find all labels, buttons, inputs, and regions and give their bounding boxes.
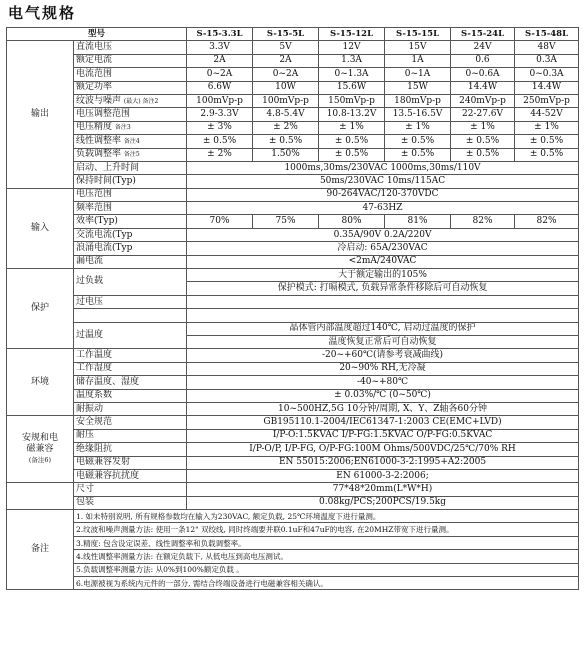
value-cell: ± 0.5%	[385, 148, 451, 161]
row-label	[74, 309, 187, 322]
value-cell: I/P-O:1.5KVAC I/P-FG:1.5KVAC O/P-FG:0.5KVAC	[187, 429, 579, 442]
input-row	[7, 202, 579, 215]
value-cell: GB195110.1-2004/IEC61347-1:2003 CE(EMC+LVD)	[187, 416, 579, 429]
note-row	[7, 523, 579, 536]
safety-row	[7, 429, 579, 442]
row-label	[74, 483, 187, 496]
value-cell: EN 61000-3-2:2006;	[187, 469, 579, 482]
output-row	[7, 121, 579, 134]
row-label	[74, 121, 187, 134]
page-title: 电气规格	[8, 4, 77, 22]
row-label-text: 纹波与噪声	[76, 95, 122, 106]
value-cell: 3.3V	[187, 41, 253, 54]
protection-row	[7, 295, 579, 308]
row-label	[74, 175, 187, 188]
value-cell: <2mA/240VAC	[187, 255, 579, 268]
row-label	[74, 41, 187, 54]
value-cell: 44-52V	[515, 108, 579, 121]
value-cell: ± 0.5%	[187, 135, 253, 148]
value-cell: 10.8-13.2V	[319, 108, 385, 121]
row-label-text: 工作温度	[76, 350, 113, 361]
other-row	[7, 483, 579, 496]
row-label-text: 耐振动	[76, 403, 104, 414]
note-row	[7, 510, 579, 523]
row-label-text: 安全规范	[76, 417, 113, 428]
row-label-text: 过电压	[76, 296, 104, 307]
row-label-text: 交流电流(Typ	[76, 229, 133, 240]
row-label	[74, 402, 187, 415]
safety-row	[7, 443, 579, 456]
row-label-text: 额定功率	[76, 82, 113, 93]
value-cell: 1.3A	[319, 54, 385, 67]
row-label	[74, 295, 187, 308]
note-text: 1. 如未特别说明, 所有规格参数均在输入为230VAC, 额定负载, 25℃环境温度下进行量测。	[74, 510, 579, 523]
value-cell: 100mVp-p	[253, 94, 319, 107]
value-cell: 5V	[253, 41, 319, 54]
row-label-text: 电流范围	[76, 68, 113, 79]
group-notes: 备注	[7, 510, 74, 590]
model-name: S-15-12L	[319, 28, 385, 41]
row-note: 备注4	[123, 137, 140, 145]
value-cell: 2A	[187, 54, 253, 67]
row-label	[74, 349, 187, 362]
value-cell: -40~+80℃	[187, 376, 579, 389]
row-label	[74, 81, 187, 94]
value-cell: 48V	[515, 41, 579, 54]
note-text: 5.负载调整率测量方法: 从0%到100%额定负载 。	[74, 563, 579, 576]
input-row	[7, 228, 579, 241]
output-row	[7, 175, 579, 188]
row-label	[74, 362, 187, 375]
model-name: S-15-5L	[253, 28, 319, 41]
note-row	[7, 577, 579, 590]
value-cell: I/P-O/P, I/P-FG, O/P-FG:100M Ohms/500VDC/25℃/70% RH	[187, 443, 579, 456]
value-cell: 150mVp-p	[319, 94, 385, 107]
environment-row	[7, 362, 579, 375]
output-row	[7, 161, 579, 174]
value-cell: 90-264VAC/120-370VDC	[187, 188, 579, 201]
output-row	[7, 135, 579, 148]
group-environment: 环境	[7, 349, 74, 416]
model-name: S-15-48L	[515, 28, 579, 41]
row-label-text: 过温度	[76, 329, 104, 340]
value-cell: 24V	[451, 41, 515, 54]
model-name: S-15-24L	[451, 28, 515, 41]
row-label-text: 温度系数	[76, 390, 113, 401]
row-label-text: 负载调整率	[76, 149, 122, 160]
input-row	[7, 255, 579, 268]
group-input: 输入	[7, 188, 74, 268]
row-label	[74, 469, 187, 482]
value-cell: 0~2A	[187, 68, 253, 81]
value-cell: ± 0.5%	[515, 135, 579, 148]
value-cell: ± 0.5%	[451, 135, 515, 148]
value-cell: EN 55015:2006;EN61000-3-2:1995+A2:2005	[187, 456, 579, 469]
value-cell: 1.50%	[253, 148, 319, 161]
value-cell: 10W	[253, 81, 319, 94]
value-cell: 20~90% RH,无冷凝	[187, 362, 579, 375]
row-label-text: 工作湿度	[76, 363, 113, 374]
value-cell: ± 1%	[451, 121, 515, 134]
row-label-text: 电压调整范围	[76, 109, 131, 120]
value-cell: 0.08kg/PCS;200PCS/19.5kg	[187, 496, 579, 509]
output-row	[7, 94, 579, 107]
group-safety-note: (备注6)	[28, 455, 52, 464]
row-label-text: 电磁兼容抗扰度	[76, 470, 140, 481]
group-other	[7, 483, 74, 510]
input-row	[7, 215, 579, 228]
row-label-text: 频率范围	[76, 202, 113, 213]
value-cell: 47-63HZ	[187, 202, 579, 215]
protection-row	[7, 322, 579, 335]
row-label-text: 尺寸	[76, 483, 95, 494]
other-row	[7, 496, 579, 509]
input-row	[7, 188, 579, 201]
value-cell: 15V	[385, 41, 451, 54]
value-cell: 77*48*20mm(L*W*H)	[187, 483, 579, 496]
note-row	[7, 550, 579, 563]
row-label-text: 额定电流	[76, 55, 113, 66]
output-row	[7, 41, 579, 54]
environment-row	[7, 389, 579, 402]
value-cell: 15W	[385, 81, 451, 94]
value-cell: 冷启动: 65A/230VAC	[187, 242, 579, 255]
protection-row	[7, 269, 579, 282]
row-label-text: 耐压	[76, 430, 95, 441]
value-cell: 240mVp-p	[451, 94, 515, 107]
row-label	[74, 54, 187, 67]
row-label-text: 效率(Typ)	[76, 216, 118, 227]
value-cell: 保护模式: 打嗝模式, 负载异常条件移除后可自动恢复	[187, 282, 579, 295]
value-cell: 82%	[451, 215, 515, 228]
value-cell: ± 0.5%	[319, 148, 385, 161]
row-label	[74, 429, 187, 442]
model-name: S-15-3.3L	[187, 28, 253, 41]
note-text: 3.精度: 包含设定误差、线性调整率和负载调整率。	[74, 536, 579, 549]
value-cell: 0~0.3A	[515, 68, 579, 81]
value-cell: 0.6	[451, 54, 515, 67]
value-cell: -20~+60℃(请参考衰减曲线)	[187, 349, 579, 362]
row-label-text: 绝缘阻抗	[76, 443, 113, 454]
row-label-text: 启动、上升时间	[76, 162, 140, 173]
value-cell: 12V	[319, 41, 385, 54]
group-output: 输出	[7, 41, 74, 188]
value-cell: 1A	[385, 54, 451, 67]
value-cell: 13.5-16.5V	[385, 108, 451, 121]
output-row	[7, 108, 579, 121]
value-cell: ± 0.03%/℃ (0~50℃)	[187, 389, 579, 402]
value-cell: 1000ms,30ms/230VAC 1000ms,30ms/110V	[187, 161, 579, 174]
group-safety-text: 安规和电	[21, 432, 58, 443]
row-label-text: 漏电流	[76, 256, 104, 267]
row-label-text: 保持时间(Typ)	[76, 175, 136, 186]
group-safety-text: 磁兼容	[26, 443, 54, 454]
value-cell: 100mVp-p	[187, 94, 253, 107]
value-cell: ± 2%	[253, 121, 319, 134]
row-label	[74, 496, 187, 509]
note-row	[7, 563, 579, 576]
row-label	[74, 135, 187, 148]
group-protection: 保护	[7, 269, 74, 349]
row-note: (最大) 备注2	[123, 97, 159, 105]
header-row	[7, 28, 579, 41]
row-label	[74, 322, 187, 349]
row-note: 备注5	[123, 151, 140, 159]
row-label-text: 包装	[76, 497, 95, 508]
value-cell: 50ms/230VAC 10ms/115AC	[187, 175, 579, 188]
value-cell: 14.4W	[451, 81, 515, 94]
spec-table	[6, 27, 579, 590]
safety-row	[7, 416, 579, 429]
output-row	[7, 148, 579, 161]
row-label	[74, 148, 187, 161]
value-cell: 250mVp-p	[515, 94, 579, 107]
value-cell: 大于额定输出的105%	[187, 269, 579, 282]
value-cell: 0.35A/90V 0.2A/220V	[187, 228, 579, 241]
value-cell	[187, 295, 579, 308]
value-cell: 10~500HZ,5G 10分钟/周期, X、Y、Z轴各60分钟	[187, 402, 579, 415]
row-label	[74, 242, 187, 255]
environment-row	[7, 349, 579, 362]
row-label	[74, 94, 187, 107]
note-text: 4.线性调整率测量方法: 在额定负载下, 从低电压到高电压测试。	[74, 550, 579, 563]
input-row	[7, 242, 579, 255]
value-cell: 15.6W	[319, 81, 385, 94]
group-safety	[7, 416, 74, 483]
row-label	[74, 443, 187, 456]
value-cell: ± 0.5%	[451, 148, 515, 161]
value-cell	[187, 309, 579, 322]
value-cell: 70%	[187, 215, 253, 228]
value-cell: 4.8-5.4V	[253, 108, 319, 121]
row-label-text: 电压精度	[76, 122, 113, 133]
note-row	[7, 536, 579, 549]
row-label	[74, 108, 187, 121]
protection-row	[7, 309, 579, 322]
value-cell: 0~0.6A	[451, 68, 515, 81]
value-cell: 80%	[319, 215, 385, 228]
row-label	[74, 376, 187, 389]
row-label	[74, 188, 187, 201]
safety-row	[7, 456, 579, 469]
value-cell: ± 1%	[319, 121, 385, 134]
environment-row	[7, 402, 579, 415]
row-note: 备注3	[114, 124, 131, 132]
value-cell: 75%	[253, 215, 319, 228]
value-cell: ± 1%	[385, 121, 451, 134]
value-cell: ± 3%	[187, 121, 253, 134]
note-text: 2.纹波和噪声测量方法: 使用一条12" 双绞线, 同时终端要并联0.1uF和47uF的电容, 在20MHZ带宽下进行量测。	[74, 523, 579, 536]
row-label	[74, 269, 187, 296]
environment-row	[7, 376, 579, 389]
row-label	[74, 161, 187, 174]
output-row	[7, 68, 579, 81]
value-cell: 22-27.6V	[451, 108, 515, 121]
row-label	[74, 202, 187, 215]
row-label-text: 浪涌电流(Typ	[76, 242, 133, 253]
row-label	[74, 456, 187, 469]
safety-row	[7, 469, 579, 482]
value-cell: 81%	[385, 215, 451, 228]
row-label-text: 电压范围	[76, 189, 113, 200]
value-cell: 0~2A	[253, 68, 319, 81]
output-row	[7, 54, 579, 67]
row-label-text: 储存温度、湿度	[76, 376, 140, 387]
row-label-text: 过负载	[76, 276, 104, 287]
row-label-text: 直流电压	[76, 42, 113, 53]
value-cell: 14.4W	[515, 81, 579, 94]
row-label	[74, 416, 187, 429]
model-label: 型号	[7, 28, 187, 41]
value-cell: 晶体管内部温度超过140℃, 启动过温度的保护	[187, 322, 579, 335]
value-cell: 0~1.3A	[319, 68, 385, 81]
row-label	[74, 228, 187, 241]
value-cell: ± 0.5%	[253, 135, 319, 148]
output-row	[7, 81, 579, 94]
note-text: 6.电源被视为系统内元件的一部分, 需结合终端设备进行电磁兼容相关确认。	[74, 577, 579, 590]
value-cell: 2A	[253, 54, 319, 67]
row-label	[74, 389, 187, 402]
row-label	[74, 68, 187, 81]
value-cell: ± 0.5%	[385, 135, 451, 148]
row-label-text: 线性调整率	[76, 135, 122, 146]
model-name: S-15-15L	[385, 28, 451, 41]
value-cell: 0.3A	[515, 54, 579, 67]
value-cell: ± 1%	[515, 121, 579, 134]
value-cell: 温度恢复正常后可自动恢复	[187, 335, 579, 348]
row-label	[74, 215, 187, 228]
value-cell: 6.6W	[187, 81, 253, 94]
value-cell: 0~1A	[385, 68, 451, 81]
value-cell: ± 0.5%	[515, 148, 579, 161]
value-cell: 2.9-3.3V	[187, 108, 253, 121]
value-cell: ± 2%	[187, 148, 253, 161]
value-cell: ± 0.5%	[319, 135, 385, 148]
row-label-text: 电磁兼容发射	[76, 457, 131, 468]
row-label	[74, 255, 187, 268]
value-cell: 82%	[515, 215, 579, 228]
value-cell: 180mVp-p	[385, 94, 451, 107]
